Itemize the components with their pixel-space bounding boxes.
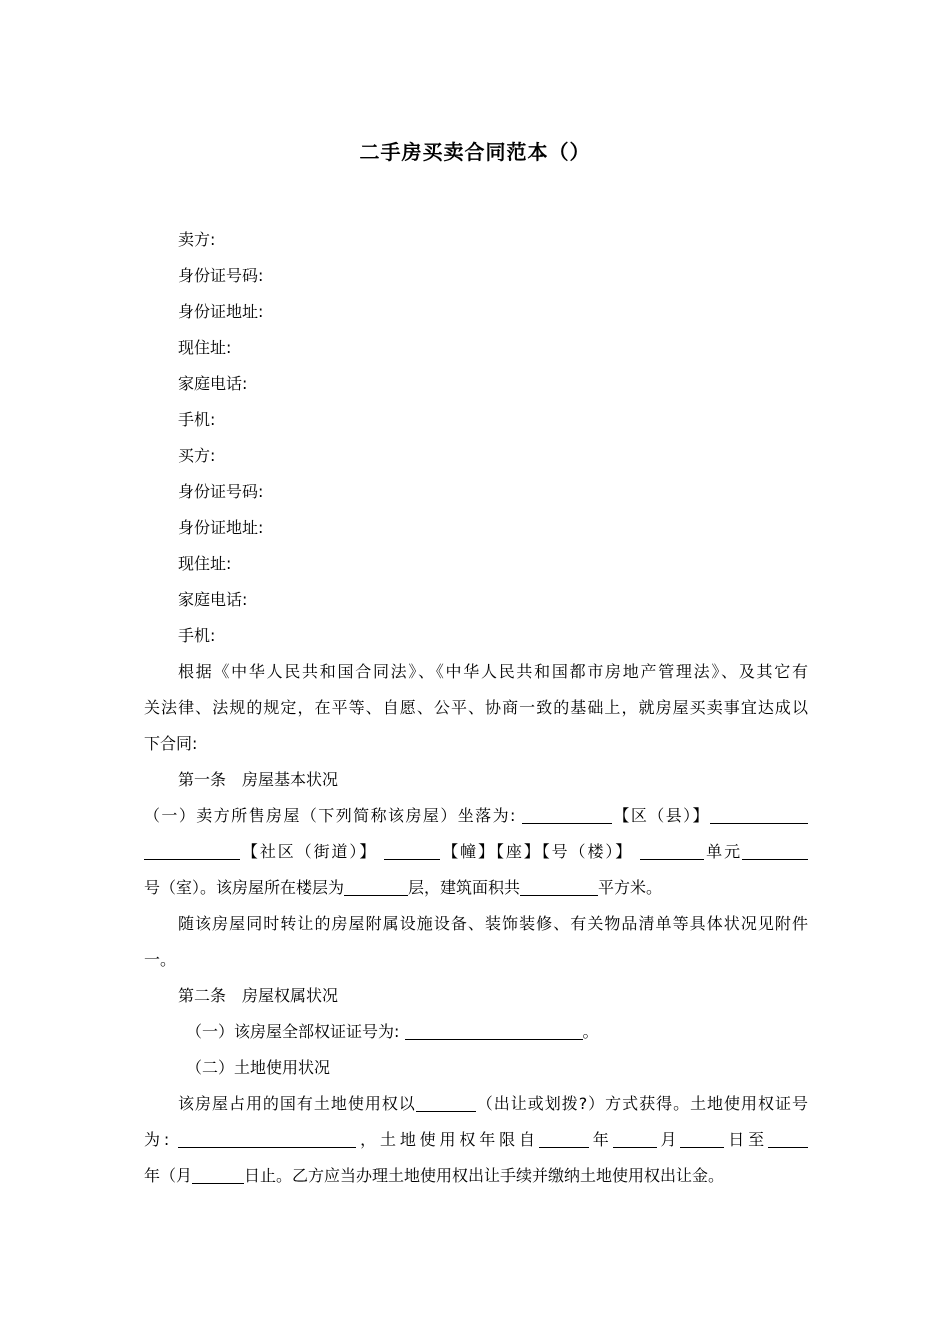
article-2-heading: 第二条 房屋权属状况 <box>178 986 339 1005</box>
article-2-item-2: （二）土地使用状况 <box>186 1058 331 1077</box>
blank-field <box>384 841 440 860</box>
blank-field <box>416 1093 476 1112</box>
blank-field <box>742 841 808 860</box>
article-2-land-line-1: 该房屋占用的国有土地使用权以 （出让或划拨?）方式获得。土地使用权证号 <box>178 1094 808 1113</box>
buyer-current-address: 现住址: <box>178 554 232 573</box>
blank-field <box>178 1129 356 1148</box>
blank-field <box>768 1129 808 1148</box>
article-1-heading: 第一条 房屋基本状况 <box>178 770 339 789</box>
buyer-id-number: 身份证号码: <box>178 482 264 501</box>
buyer-mobile: 手机: <box>178 626 216 645</box>
blank-field <box>405 1021 583 1040</box>
article-1-attachment-line-2: 一。 <box>144 950 177 969</box>
intro-line-3: 下合同: <box>144 734 198 753</box>
blank-field <box>710 805 808 824</box>
intro-line-1: 根据《中华人民共和国合同法》、《中华人民共和国都市房地产管理法》、及其它有 <box>178 662 808 681</box>
buyer-home-phone: 家庭电话: <box>178 590 248 609</box>
article-1-location-line-3: 号（室）。该房屋所在楼层为 层，建筑面积共 平方米。 <box>144 878 663 897</box>
blank-field <box>539 1129 589 1148</box>
article-1-location-line-1: （一）卖方所售房屋（下列简称该房屋）坐落为: 【区（县）】 <box>144 798 808 834</box>
seller-home-phone: 家庭电话: <box>178 374 248 393</box>
blank-field <box>344 877 408 896</box>
blank-field <box>192 1165 244 1184</box>
buyer-label: 买方: <box>178 446 216 465</box>
blank-field <box>640 841 704 860</box>
seller-label: 卖方: <box>178 230 216 249</box>
intro-line-2: 关法律、法规的规定，在平等、自愿、公平、协商一致的基础上，就房屋买卖事宜达成以 <box>144 698 808 717</box>
buyer-id-address: 身份证地址: <box>178 518 264 537</box>
article-1-location-line-2: 【社区（街道）】 【幢】【座】【号（楼）】 单元 <box>144 834 808 870</box>
article-2-item-1: （一）该房屋全部权证证号为: 。 <box>186 1022 599 1041</box>
seller-id-address: 身份证地址: <box>178 302 264 321</box>
article-1-attachment-line-1: 随该房屋同时转让的房屋附属设施设备、装饰装修、有关物品清单等具体状况见附件 <box>178 914 808 933</box>
article-2-land-line-2: 为: ，土地使用权年限自 年 月 日至 <box>144 1122 808 1158</box>
blank-field <box>680 1129 724 1148</box>
blank-field <box>144 841 240 860</box>
blank-field <box>520 877 598 896</box>
seller-mobile: 手机: <box>178 410 216 429</box>
seller-id-number: 身份证号码: <box>178 266 264 285</box>
blank-field <box>522 805 612 824</box>
blank-field <box>613 1129 657 1148</box>
document-body <box>144 222 808 1194</box>
seller-current-address: 现住址: <box>178 338 232 357</box>
article-2-land-line-3: 年（月 日止。乙方应当办理土地使用权出让手续并缴纳土地使用权出让金。 <box>144 1166 725 1185</box>
document-title: 二手房买卖合同范本（） <box>359 140 591 164</box>
